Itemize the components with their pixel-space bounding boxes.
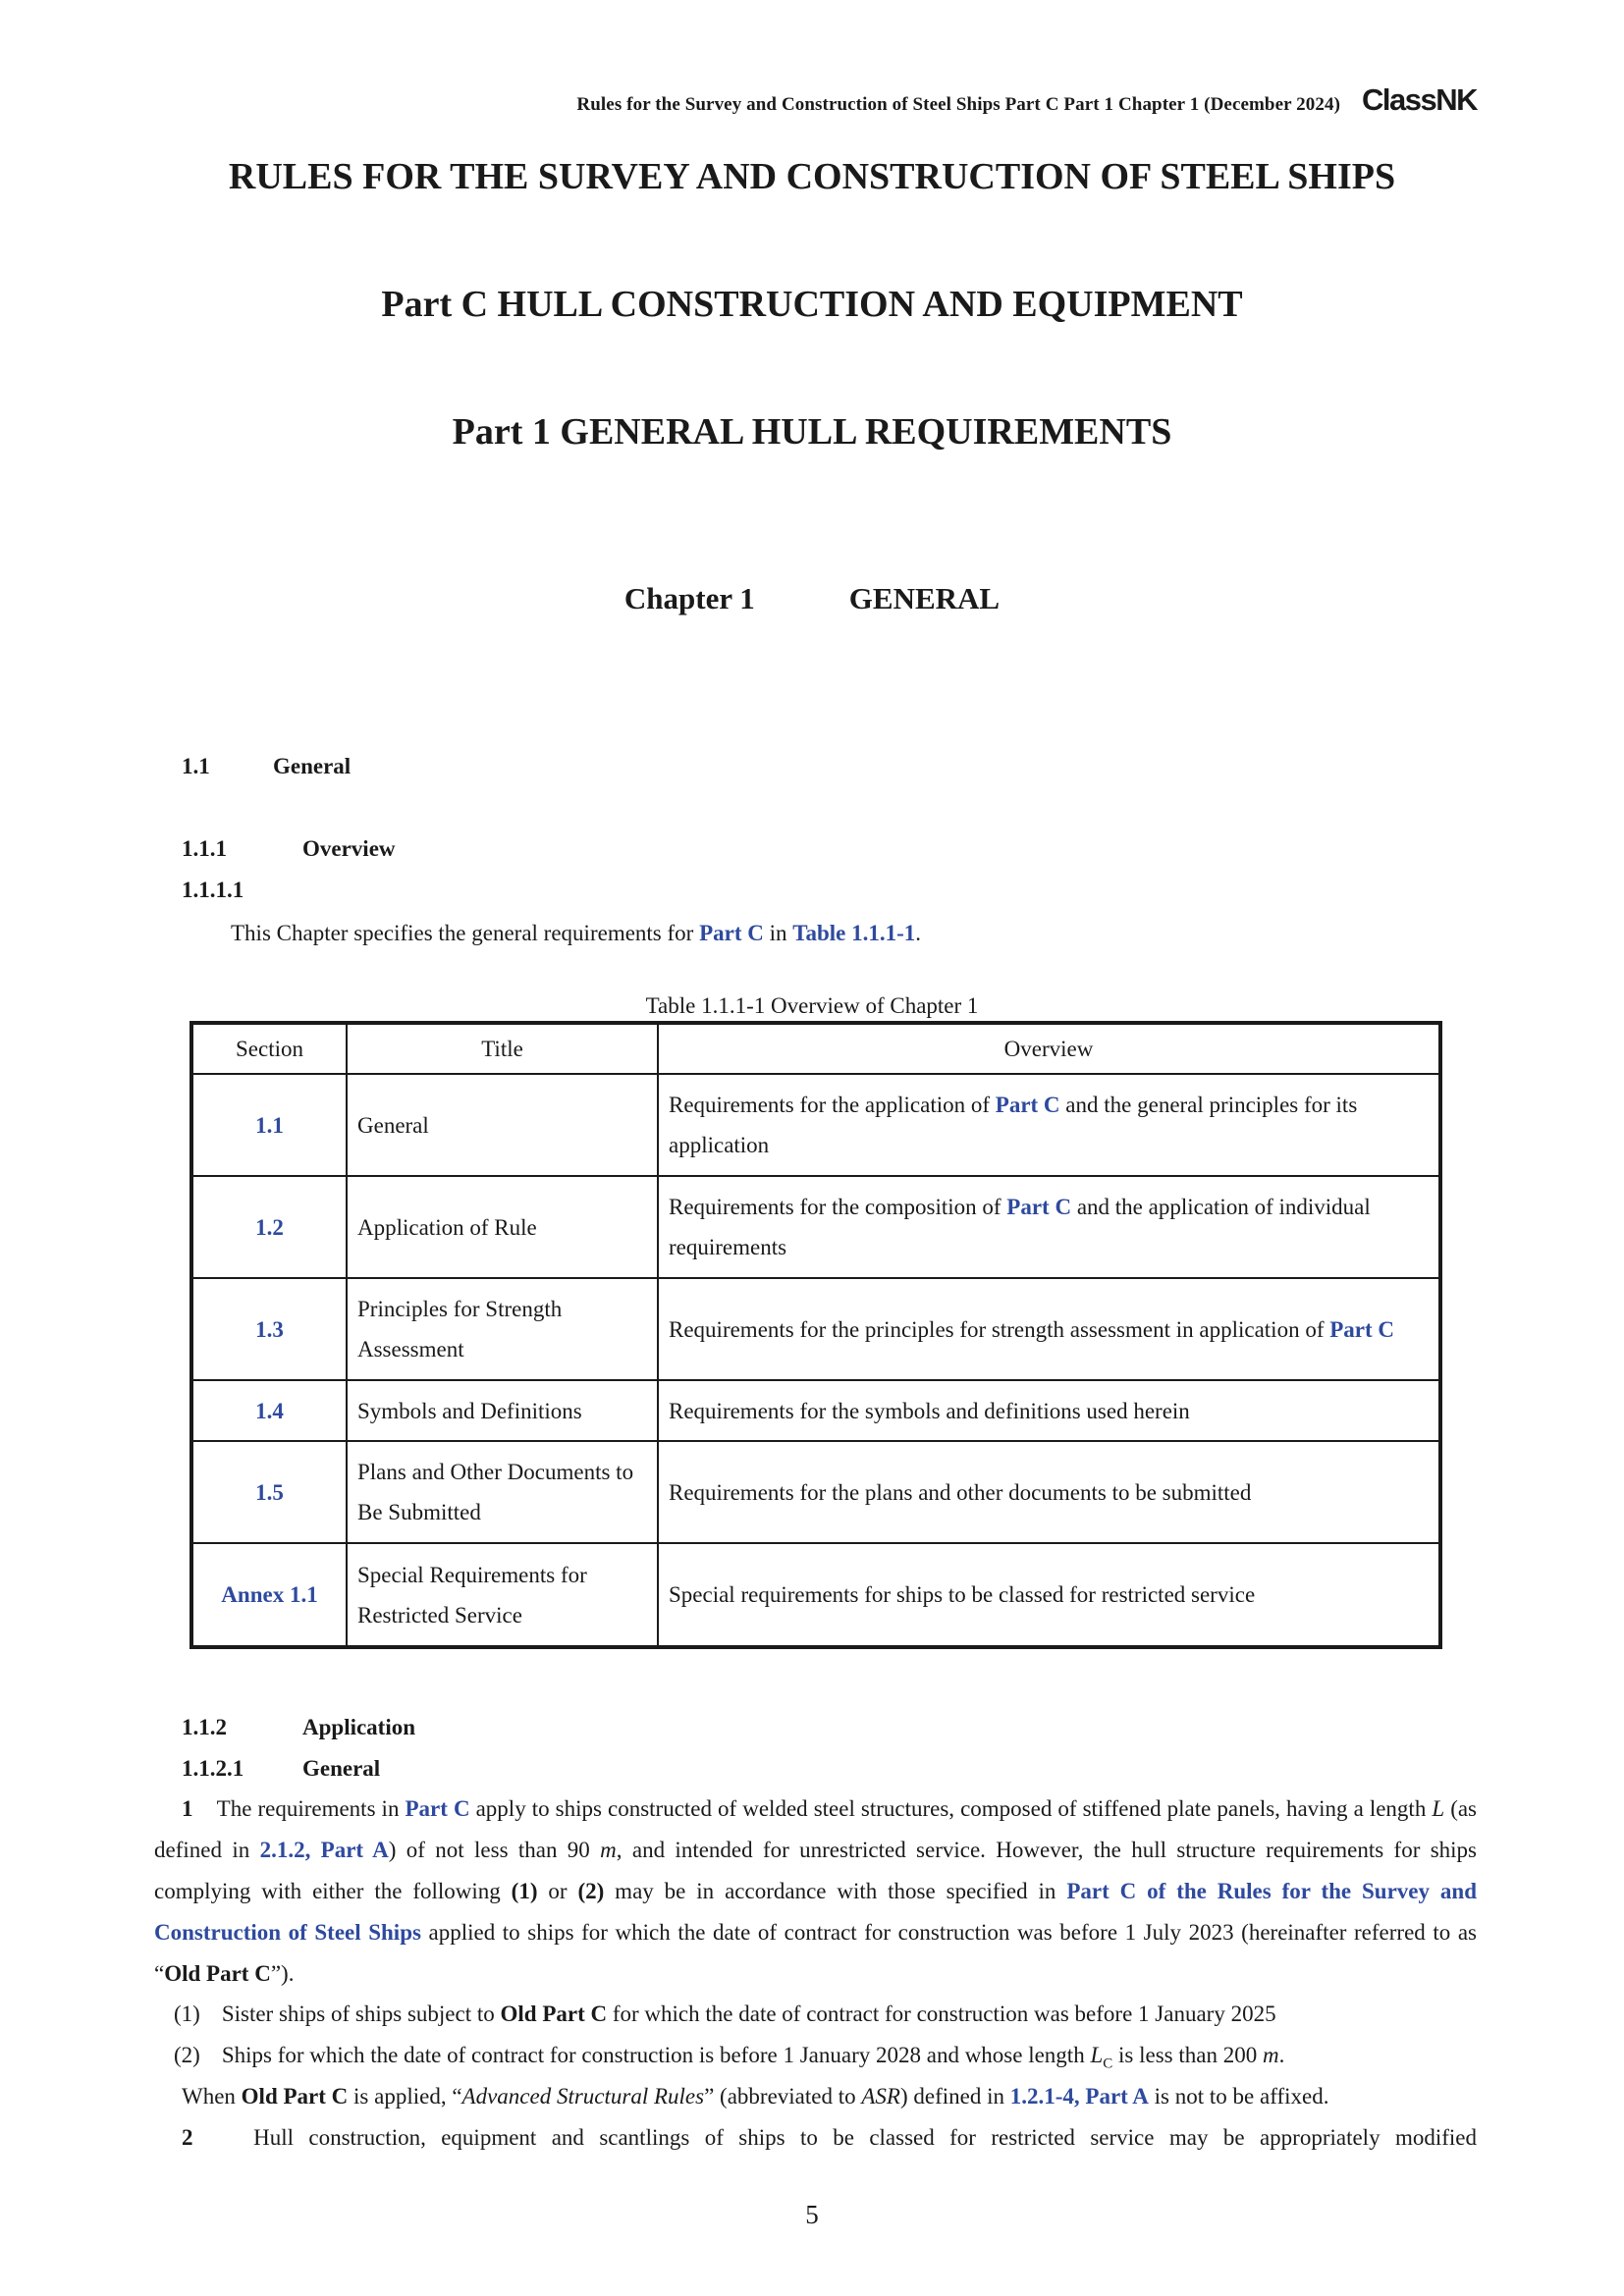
column-header-overview: Overview (658, 1023, 1440, 1074)
text: ) of not less than 90 (388, 1838, 601, 1862)
table-header-row (191, 1023, 1440, 1074)
text: or (537, 1879, 578, 1903)
list-number: (2) (174, 2043, 200, 2067)
table-row (191, 1176, 1440, 1278)
section-title: General (302, 1756, 381, 1781)
part-a-1-2-1-4-link[interactable]: 1.2.1-4, Part A (1009, 2084, 1149, 2109)
classnk-logo: ClassNK (1362, 82, 1477, 117)
part-a-2-1-2-link[interactable]: 2.1.2, Part A (259, 1838, 389, 1862)
row-title: Special Requirements for Restricted Service (347, 1543, 658, 1647)
symbol-l: L (1432, 1796, 1445, 1821)
section-1-1-1-heading (182, 836, 396, 862)
old-part-c-term: Old Part C (164, 1961, 271, 1986)
running-header (576, 82, 1477, 118)
text: for which the date of contract for construction was before 1 January 2025 (607, 2002, 1276, 2026)
asr-term: Advanced Structural Rules (461, 2084, 705, 2109)
row-overview (658, 1074, 1440, 1176)
row-title: Principles for Strength Assessment (347, 1278, 658, 1380)
column-header-section: Section (191, 1023, 347, 1074)
old-part-c-term: Old Part C (241, 2084, 349, 2109)
section-link[interactable]: 1.5 (191, 1441, 347, 1543)
row-overview (658, 1176, 1440, 1278)
row-overview (658, 1441, 1440, 1543)
text: Hull construction, equipment and scantlings of ships to be classed for restricted service may be appropriately modified (253, 2125, 1478, 2150)
text: (as defined in (154, 1796, 1478, 1862)
text: applied to ships for which the date of contract for construction was before 1 July 2023 (hereinafter referred to as “ (154, 1920, 1477, 1986)
section-number: 1.1 (182, 754, 210, 778)
table-row (191, 1278, 1440, 1380)
symbol-l: L (1090, 2043, 1104, 2067)
text: apply to ships constructed of welded steel structures, composed of stiffened plate panels, having a length (469, 1796, 1433, 1821)
text: Requirements for the symbols and definitions used herein (669, 1398, 1190, 1423)
section-1-1-heading (182, 754, 352, 779)
overview-table (189, 1021, 1442, 1649)
text: Special requirements for ships to be classed for restricted service (669, 1582, 1256, 1607)
text: Requirements for the plans and other documents to be submitted (669, 1479, 1252, 1505)
row-overview (658, 1380, 1440, 1441)
part-c-link[interactable]: Part C (405, 1796, 470, 1821)
row-overview (658, 1543, 1440, 1647)
text: is not to be affixed. (1148, 2084, 1329, 2109)
chapter-number: Chapter 1 (623, 581, 755, 615)
text: ” (abbreviated to (704, 2084, 862, 2109)
ref-2: (2) (577, 1879, 605, 1903)
table-row (191, 1380, 1440, 1441)
row-title: Application of Rule (347, 1176, 658, 1278)
list-item (174, 1994, 1276, 2035)
text: Requirements for the application of (669, 1093, 996, 1117)
table-row (191, 1543, 1440, 1647)
row-overview (658, 1278, 1440, 1380)
section-title: Overview (302, 836, 396, 861)
text: . (915, 921, 922, 945)
old-part-c-term: Old Part C (500, 2002, 608, 2026)
text: Ships for which the date of contract for construction is before 1 January 2028 and whose length (221, 2043, 1091, 2067)
text: The requirements in (216, 1796, 406, 1821)
text: ) defined in (899, 2084, 1010, 2109)
page-number: 5 (805, 2200, 819, 2229)
section-title: Application (302, 1715, 416, 1739)
old-rules-link[interactable]: Part C of the Rules for the Survey and Construction of Steel Ships (154, 1879, 1478, 1945)
part-c-link[interactable]: Part C (1329, 1316, 1395, 1342)
section-link[interactable]: 1.4 (191, 1380, 347, 1441)
section-number: 1.1.2 (182, 1715, 227, 1739)
asr-abbrev: ASR (861, 2084, 900, 2109)
text: is less than 200 (1112, 2043, 1263, 2067)
unit-m: m (600, 1838, 617, 1862)
list-number: (1) (174, 2002, 200, 2026)
table-row (191, 1441, 1440, 1543)
part-c-link[interactable]: Part C (699, 921, 764, 945)
section-link[interactable]: 1.1 (191, 1074, 347, 1176)
paragraph-number: 2 (182, 2125, 193, 2150)
text: When (182, 2084, 242, 2109)
annex-link[interactable]: Annex 1.1 (191, 1543, 347, 1647)
running-title: Rules for the Survey and Construction of Steel Ships Part C Part 1 Chapter 1 (December 2024) (576, 94, 1340, 115)
text: Sister ships of ships subject to (221, 2002, 501, 2026)
section-1-1-1-1-number: 1.1.1.1 (182, 878, 244, 902)
paragraph-2 (182, 2117, 1477, 2159)
section-link[interactable]: 1.3 (191, 1278, 347, 1380)
part-c-link[interactable]: Part C (995, 1093, 1060, 1117)
paragraph-number: 1 (182, 1796, 193, 1821)
section-number: 1.1.2.1 (182, 1756, 244, 1781)
text: . (1278, 2043, 1285, 2067)
text: Requirements for the principles for strength assessment in application of (669, 1316, 1330, 1342)
part-c-link[interactable]: Part C (1006, 1195, 1072, 1219)
subscript-c: C (1103, 2056, 1113, 2072)
text: and the general principles for its application (669, 1093, 1358, 1157)
section-1-1-2-heading (182, 1715, 416, 1740)
row-title: Plans and Other Documents to Be Submitted (347, 1441, 658, 1543)
table-caption: Table 1.1.1-1 Overview of Chapter 1 (645, 993, 979, 1018)
table-row (191, 1074, 1440, 1176)
row-title: General (347, 1074, 658, 1176)
text: Requirements for the composition of (669, 1195, 1007, 1219)
table-1-1-1-1-link[interactable]: Table 1.1.1-1 (792, 921, 916, 945)
section-title: General (273, 754, 352, 778)
unit-m: m (1262, 2043, 1279, 2067)
chapter-name: GENERAL (848, 581, 1001, 615)
row-title: Symbols and Definitions (347, 1380, 658, 1441)
section-number: 1.1.1 (182, 836, 227, 861)
rules-title: RULES FOR THE SURVEY AND CONSTRUCTION OF STEEL SHIPS (228, 156, 1396, 197)
subpart-title: Part 1 GENERAL HULL REQUIREMENTS (452, 411, 1172, 453)
when-paragraph (182, 2076, 1328, 2117)
part-title: Part C HULL CONSTRUCTION AND EQUIPMENT (381, 284, 1243, 325)
paragraph-1 (154, 1789, 1477, 1995)
text: is applied, “ (348, 2084, 462, 2109)
text: , and intended for unrestricted service. However, the hull structure requirements for ships complying with either the following (154, 1838, 1477, 1903)
section-1-1-2-1-heading (182, 1756, 381, 1782)
text: This Chapter specifies the general requirements for (231, 921, 700, 945)
text: in (763, 921, 793, 945)
overview-paragraph (231, 913, 921, 954)
ref-1: (1) (511, 1879, 538, 1903)
column-header-title: Title (347, 1023, 658, 1074)
chapter-heading (0, 581, 1624, 616)
text: ”). (270, 1961, 295, 1986)
text: and the application of individual requirements (669, 1195, 1371, 1259)
section-link[interactable]: 1.2 (191, 1176, 347, 1278)
text: may be in accordance with those specified in (604, 1879, 1067, 1903)
